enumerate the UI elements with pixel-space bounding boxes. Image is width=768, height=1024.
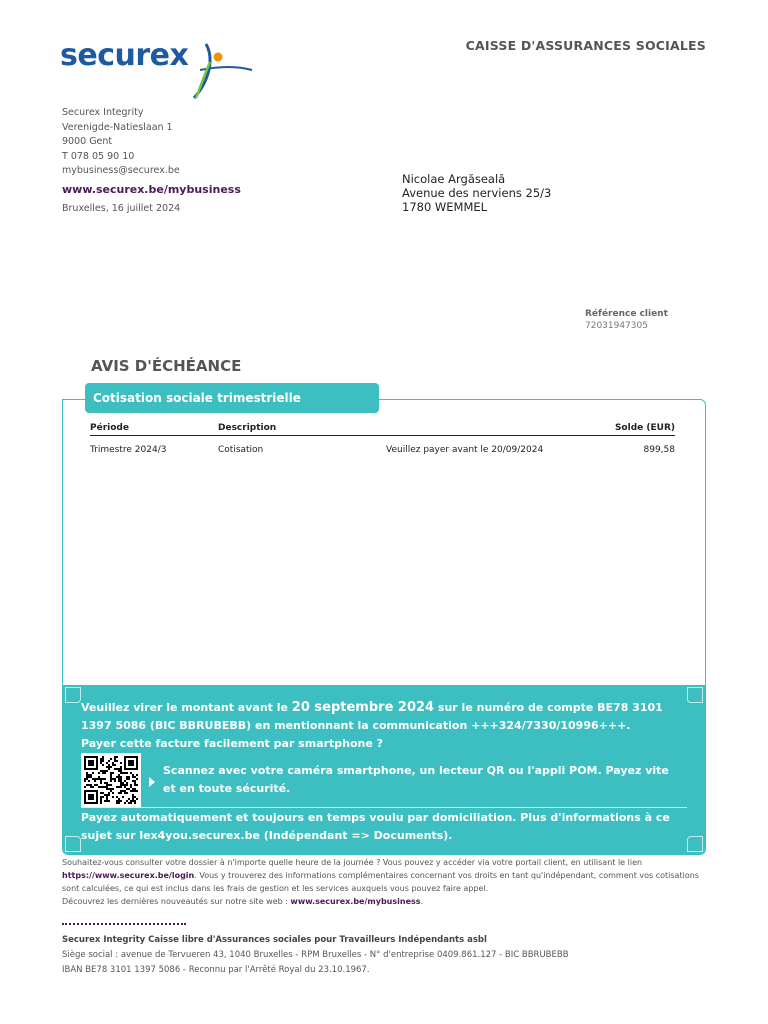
footer-note-3: Découvrez les dernières nouveautés sur notre site web :	[62, 897, 291, 906]
footer-note-1: Souhaitez-vous consulter votre dossier à n'importe quelle heure de la journée ? Vous pouvez y accéder via votre portail client, en utilisant le lien	[62, 858, 643, 867]
sender-website-link[interactable]: www.securex.be/mybusiness	[62, 182, 241, 196]
sender-name: Securex Integrity	[62, 107, 144, 118]
client-reference-value: 72031947305	[585, 321, 648, 331]
payment-deadline: 20 septembre 2024	[291, 700, 435, 715]
client-reference-label: Référence client	[585, 309, 668, 319]
cell-period: Trimestre 2024/3	[90, 445, 167, 455]
footer-note-4: .	[420, 897, 424, 906]
legal-title: Securex Integrity Caisse libre d'Assurances sociales pour Travailleurs Indépendants asbl	[62, 935, 487, 945]
scan-instructions: Scannez avec votre caméra smartphone, un lecteur QR ou l'appli POM. Payez vite et en toute sécurité.	[163, 764, 669, 795]
logo-wordmark: securex	[60, 38, 189, 73]
logo-swoosh-icon	[180, 40, 255, 100]
header-period: Période	[90, 422, 129, 433]
arrow-right-icon	[149, 777, 155, 787]
header-description: Description	[218, 422, 277, 433]
client-reference	[585, 308, 668, 332]
org-title: CAISSE D'ASSURANCES SOCIALES	[465, 38, 706, 53]
document-title: AVIS D'ÉCHÉANCE	[91, 357, 242, 375]
qr-code-icon	[84, 756, 138, 804]
recipient-address	[402, 172, 551, 214]
header-balance: Solde (EUR)	[614, 422, 675, 433]
payment-panel	[63, 685, 705, 854]
legal-info	[62, 933, 569, 978]
login-link[interactable]: https://www.securex.be/login	[62, 871, 195, 880]
domiciliation-info: Payez automatiquement et toujours en temps voulu par domiciliation. Plus d'informations à ce sujet sur lex4you.securex.be (Indépendant => Documents).	[81, 811, 670, 842]
sender-street: Verenigde-Natieslaan 1	[62, 121, 173, 133]
sender-address	[62, 106, 241, 216]
corner-mark-icon	[65, 687, 81, 703]
divider	[81, 807, 687, 808]
section-tab: Cotisation sociale trimestrielle	[85, 383, 379, 413]
sender-phone: T 078 05 90 10	[62, 150, 135, 162]
sender-email[interactable]: mybusiness@securex.be	[62, 165, 180, 176]
smartphone-question: Payer cette facture facilement par smartphone ?	[81, 737, 384, 750]
dotted-divider	[62, 923, 186, 925]
payment-account: sur le numéro de compte BE78 3101 1397 5086 (BIC BBRUBEBB) en mentionnant la communication +++324/7330/10996+++.	[81, 701, 663, 732]
sender-city: 9000 Gent	[62, 136, 113, 147]
qr-code[interactable]	[81, 753, 141, 807]
securex-logo	[60, 38, 255, 102]
table-header	[90, 420, 675, 436]
invoice-table	[90, 420, 675, 464]
payment-intro: Veuillez virer le montant avant le	[81, 701, 292, 714]
recipient-street: Avenue des nerviens 25/3	[402, 186, 552, 200]
footer-note-2: . Vous y trouverez des informations complémentaires concernant vos droits en tant qu'indépendant, comment vos cotisations sont calculées, ce qui est inclus dans les frais de gestion et les services auxquels vous pouvez faire appel.	[62, 871, 699, 893]
payment-instructions	[81, 699, 691, 753]
recipient-city: 1780 WEMMEL	[402, 200, 488, 214]
site-link[interactable]: www.securex.be/mybusiness	[290, 897, 421, 906]
table-row	[90, 436, 675, 464]
cell-description: Cotisation	[218, 445, 264, 455]
legal-line-2: IBAN BE78 3101 1397 5086 - Reconnu par l'Arrêté Royal du 23.10.1967.	[62, 965, 370, 975]
legal-line-1: Siège social : avenue de Tervueren 43, 1040 Bruxelles - RPM Bruxelles - N° d'entreprise 0409.861.127 - BIC BBRUBEBB	[62, 950, 569, 960]
corner-mark-icon	[65, 836, 81, 852]
cell-note: Veuillez payer avant le 20/09/2024	[386, 445, 544, 455]
footer-note	[62, 856, 712, 908]
cell-balance: 899,58	[643, 445, 675, 455]
letter-date: Bruxelles, 16 juillet 2024	[62, 202, 181, 214]
recipient-name: Nicolae Argăseală	[402, 172, 506, 186]
